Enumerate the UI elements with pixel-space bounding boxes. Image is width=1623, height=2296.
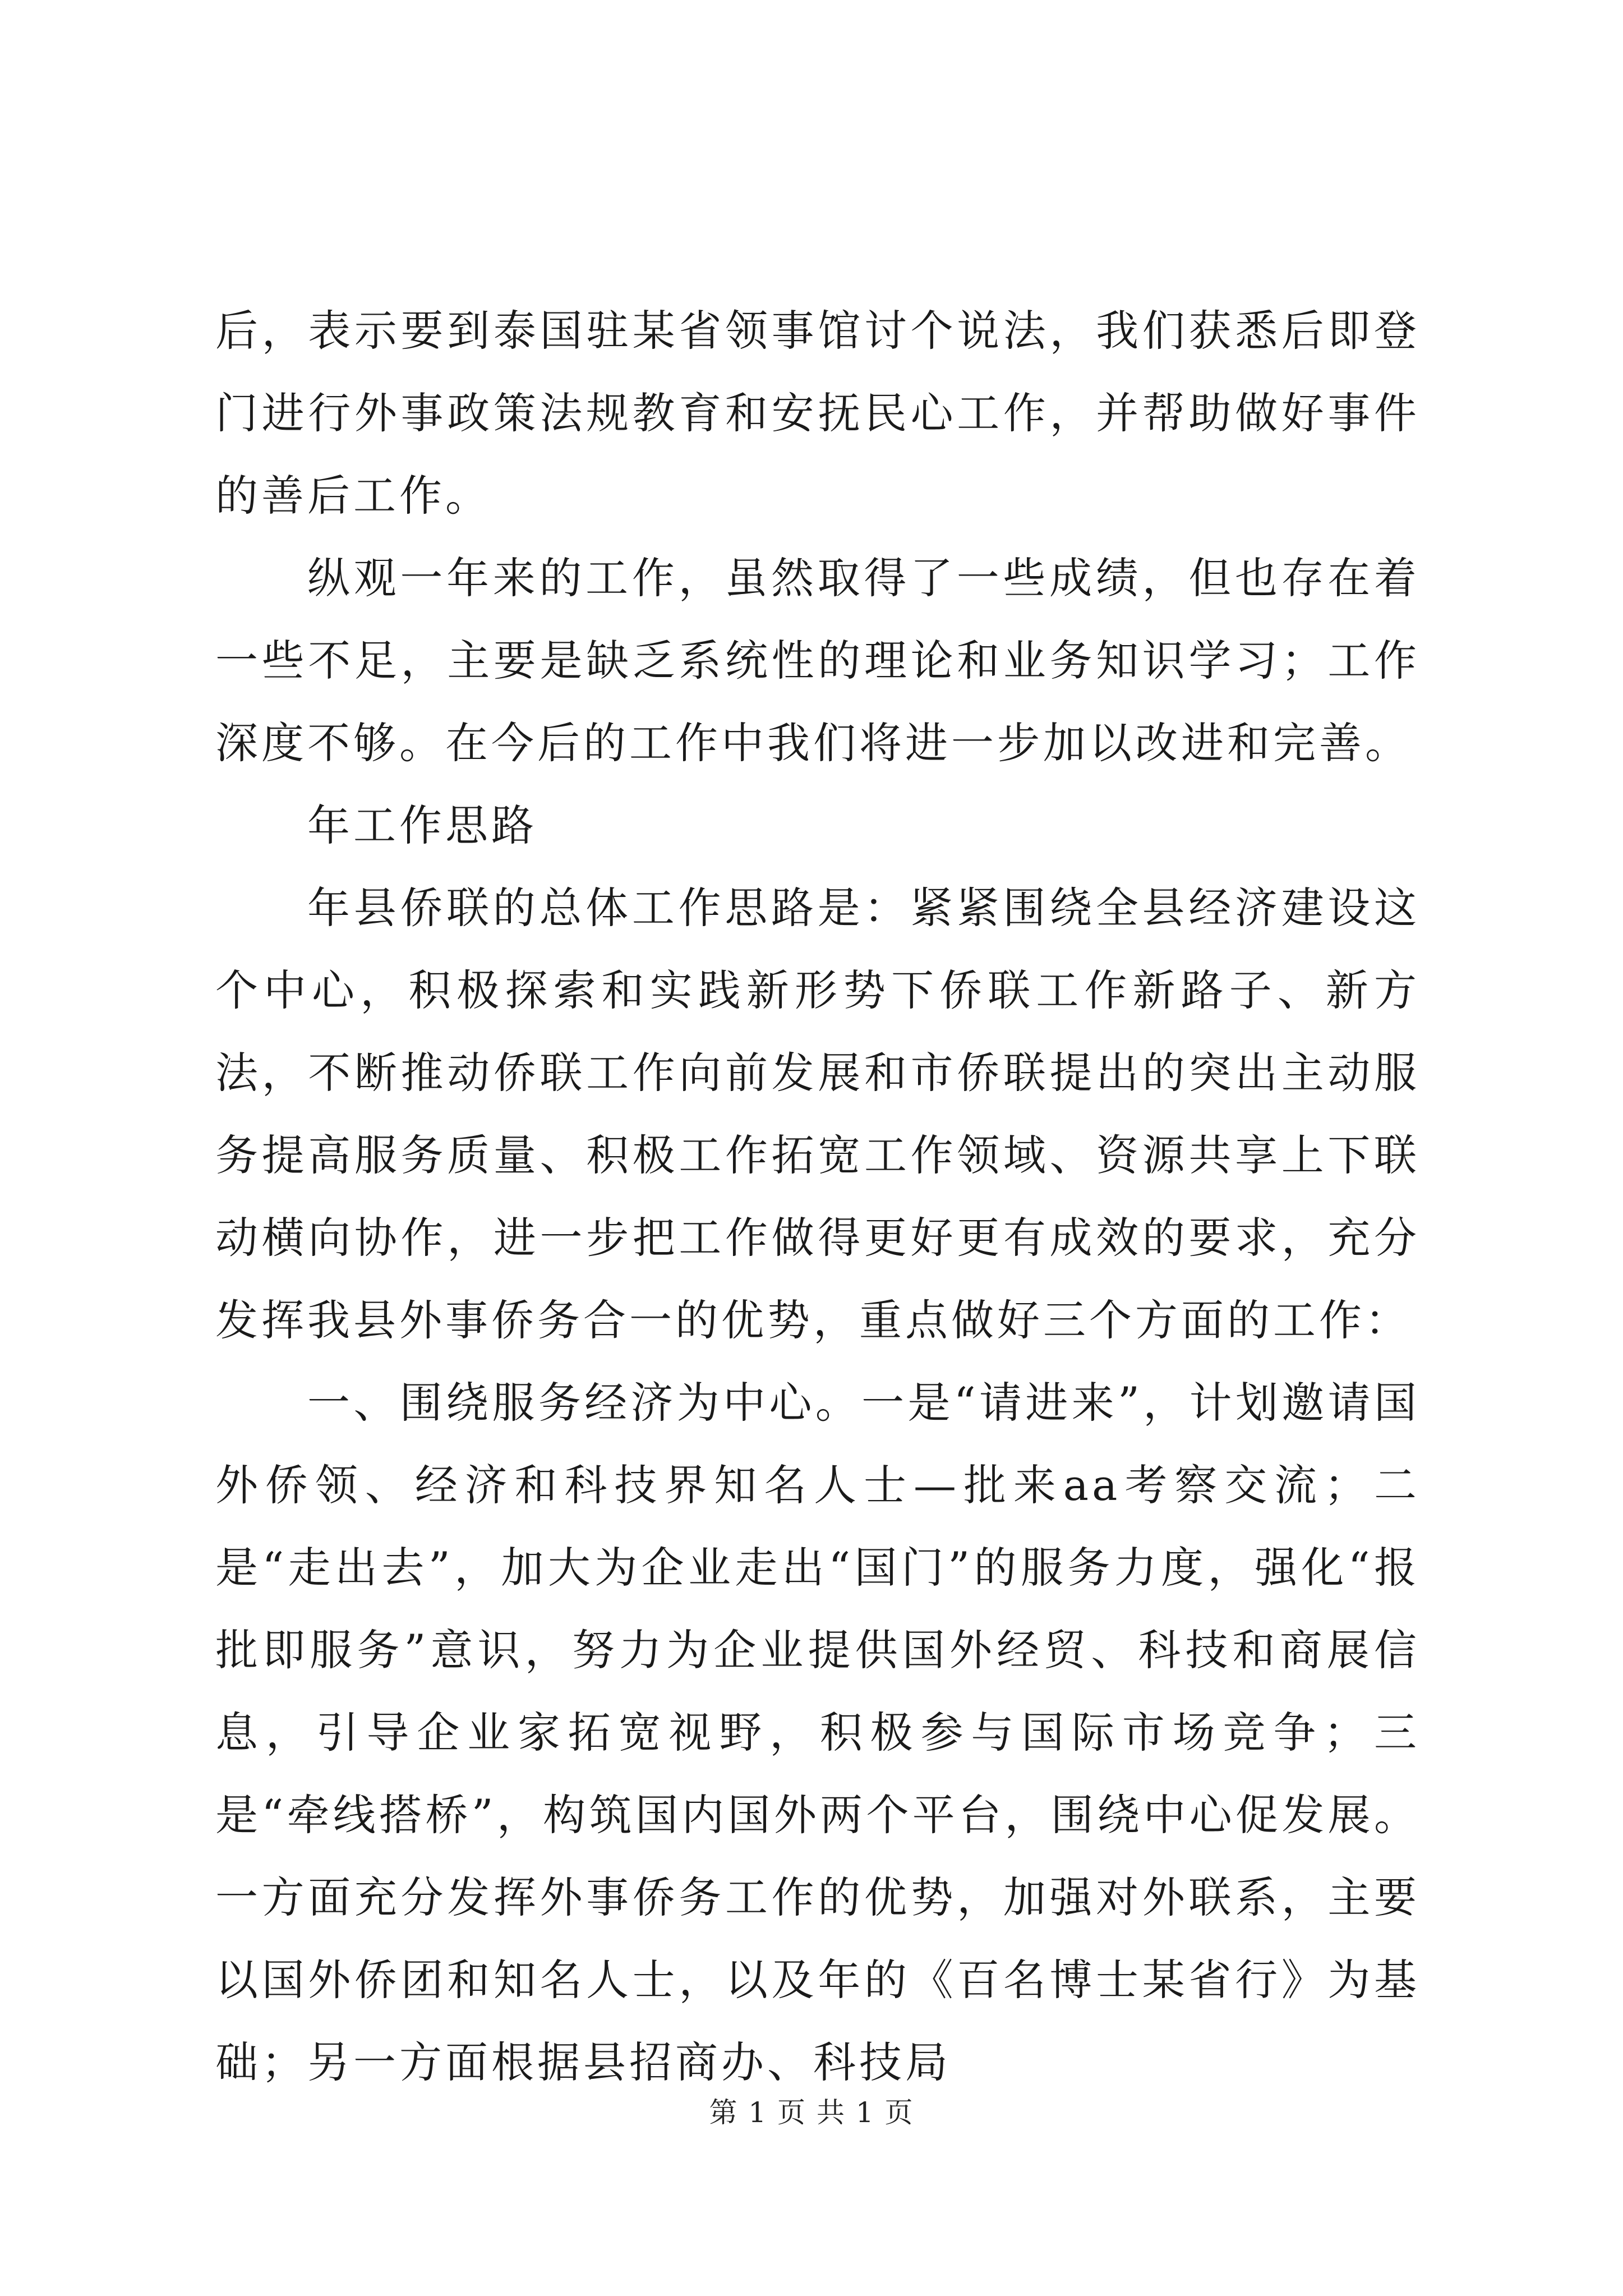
page-number: 第 1 页 共 1 页 — [709, 2096, 914, 2129]
paragraph-economic-service: 一、围绕服务经济为中心。一是“请进来”，计划邀请国外侨领、经济和科技界知名人士—批来aa考察交流；二是“走出去”，加大为企业走出“国门”的服务力度，强化“报批即服务”意识，努力为企业提供国外经贸、科技和商展信息，引导企业家拓宽视野，积极参与国际市场竞争；三是“牵线搭桥”，构筑国内国外两个平台，围绕中心促发展。一方面充分发挥外事侨务工作的优势，加强对外联系，主要以国外侨团和知名人士，以及年的《百名博士某省行》为基础；另一方面根据县招商办、科技局 — [215, 1378, 1420, 2087]
document-body — [215, 289, 1420, 2104]
paragraph-aftermath: 后，表示要到泰国驻某省领事馆讨个说法，我们获悉后即登门进行外事政策法规教育和安抚民心工作，并帮助做好事件的善后工作。 — [215, 306, 1420, 521]
paragraph-overall-approach: 年县侨联的总体工作思路是：紧紧围绕全县经济建设这个中心，积极探索和实践新形势下侨联工作新路子、新方法，不断推动侨联工作向前发展和市侨联提出的突出主动服务提高服务质量、积极工作拓宽工作领域、资源共享上下联动横向协作，进一步把工作做得更好更有成效的要求，充分发挥我县外事侨务合一的优势，重点做好三个方面的工作： — [215, 883, 1420, 1345]
paragraph-review: 纵观一年来的工作，虽然取得了一些成绩，但也存在着一些不足，主要是缺乏系统性的理论和业务知识学习；工作深度不够。在今后的工作中我们将进一步加以改进和完善。 — [215, 553, 1420, 768]
section-heading-work-plan: 年工作思路 — [307, 800, 537, 850]
